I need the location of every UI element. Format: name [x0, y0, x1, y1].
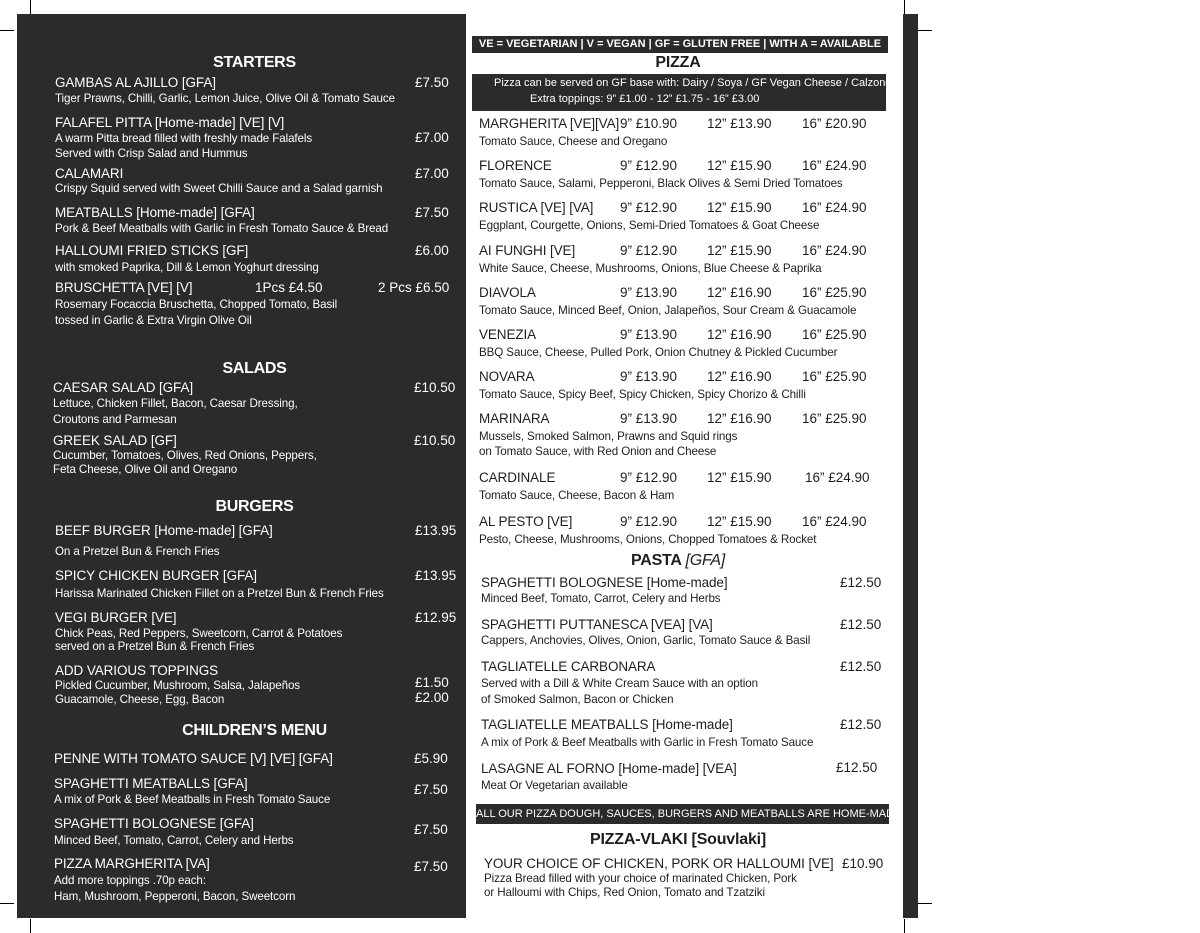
- price-9-inch: 9” £13.90: [620, 411, 678, 426]
- item-price: £10.50: [414, 433, 456, 448]
- item-name: GREEK SALAD [GF]: [53, 433, 177, 448]
- item-name: CARDINALE: [479, 470, 556, 485]
- item-name: CAESAR SALAD [GFA]: [53, 380, 193, 395]
- price-16-inch: 16” £24.90: [802, 158, 867, 173]
- item-price: £7.00: [415, 166, 449, 181]
- item-desc: Guacamole, Cheese, Egg, Bacon: [55, 693, 225, 706]
- price-9-inch: 9” £12.90: [620, 514, 678, 529]
- price-16-inch: 16” £25.90: [802, 411, 867, 426]
- item-desc: tossed in Garlic & Extra Virgin Olive Oil: [55, 314, 252, 327]
- item-price: £10.50: [414, 380, 456, 395]
- item-name: VENEZIA: [479, 327, 537, 342]
- item-price: £6.00: [415, 243, 449, 258]
- item-name: MARGHERITA [VE][VA]: [479, 116, 620, 131]
- item-desc: A warm Pitta bread filled with freshly made Falafels: [55, 132, 313, 145]
- price-16-inch: 16” £25.90: [802, 369, 867, 384]
- item-name: YOUR CHOICE OF CHICKEN, PORK OR HALLOUMI [VE]: [484, 856, 834, 871]
- item-name: FALAFEL PITTA [Home-made] [VE] [V]: [55, 115, 285, 130]
- price-12-inch: 12” £16.90: [707, 327, 772, 342]
- price-9-inch: 9” £12.90: [620, 158, 678, 173]
- item-desc: White Sauce, Cheese, Mushrooms, Onions, Blue Cheese & Paprika: [479, 262, 822, 275]
- starters-heading: STARTERS: [213, 54, 296, 71]
- item-desc: Lettuce, Chicken Fillet, Bacon, Caesar Dressing,: [53, 397, 298, 410]
- item-name: SPAGHETTI BOLOGNESE [Home-made]: [481, 575, 728, 590]
- price-16-inch: 16” £24.90: [802, 200, 867, 215]
- item-price: £12.50: [840, 575, 882, 590]
- item-price: £13.95: [415, 523, 457, 538]
- item-desc: BBQ Sauce, Cheese, Pulled Pork, Onion Chutney & Pickled Cucumber: [479, 346, 838, 359]
- item-desc: Tomato Sauce, Salami, Pepperoni, Black Olives & Semi Dried Tomatoes: [479, 177, 843, 190]
- price-12-inch: 12” £16.90: [707, 369, 772, 384]
- item-name: PENNE WITH TOMATO SAUCE [V] [VE] [GFA]: [54, 751, 333, 766]
- price-9-inch: 9” £10.90: [620, 116, 678, 131]
- item-desc: Eggplant, Courgette, Onions, Semi-Dried Tomatoes & Goat Cheese: [479, 219, 820, 232]
- item-name: SPAGHETTI PUTTANESCA [VEA] [VA]: [481, 617, 713, 632]
- price-12-inch: 12” £15.90: [707, 158, 772, 173]
- item-desc: Ham, Mushroom, Pepperoni, Bacon, Sweetcorn: [54, 890, 296, 903]
- item-desc: A mix of Pork & Beef Meatballs with Garlic in Fresh Tomato Sauce: [481, 736, 814, 749]
- item-desc: Mussels, Smoked Salmon, Prawns and Squid rings: [479, 430, 738, 443]
- item-price-large: 2 Pcs £6.50: [378, 280, 450, 295]
- item-desc: Minced Beef, Tomato, Carrot, Celery and Herbs: [481, 592, 721, 605]
- item-name: ADD VARIOUS TOPPINGS: [55, 663, 219, 678]
- price-16-inch: 16” £25.90: [802, 327, 867, 342]
- item-name: TAGLIATELLE CARBONARA: [481, 659, 656, 674]
- item-desc: Chick Peas, Red Peppers, Sweetcorn, Carrot & Potatoes: [55, 627, 343, 640]
- item-desc: Served with a Dill & White Cream Sauce with an option: [481, 677, 758, 690]
- item-name: BEEF BURGER [Home-made] [GFA]: [55, 523, 273, 538]
- item-desc: Feta Cheese, Olive Oil and Oregano: [53, 463, 238, 476]
- item-price-small: 1Pcs £4.50: [255, 280, 323, 295]
- right-edge-strip: [903, 14, 918, 918]
- item-name: SPAGHETTI BOLOGNESE [GFA]: [54, 816, 254, 831]
- item-price: £12.50: [840, 617, 882, 632]
- item-name: FLORENCE: [479, 158, 552, 173]
- item-name: CALAMARI: [55, 166, 124, 181]
- crop-mark: [918, 903, 932, 904]
- pizza-extra-toppings: Extra toppings: 9” £1.00 - 12” £1.75 - 16” £3.00: [530, 93, 760, 105]
- price-12-inch: 12” £16.90: [707, 411, 772, 426]
- item-price: £7.50: [415, 75, 449, 90]
- price-16-inch: 16” £20.90: [802, 116, 867, 131]
- item-desc: Tomato Sauce, Minced Beef, Onion, Jalapeños, Sour Cream & Guacamole: [479, 304, 857, 317]
- item-desc: Tomato Sauce, Spicy Beef, Spicy Chicken, Spicy Chorizo & Chilli: [479, 388, 806, 401]
- item-name: NOVARA: [479, 369, 535, 384]
- price-12-inch: 12” £13.90: [707, 116, 772, 131]
- item-desc: Tomato Sauce, Cheese and Oregano: [479, 135, 668, 148]
- item-desc: Tomato Sauce, Cheese, Bacon & Ham: [479, 489, 675, 502]
- crop-mark: [0, 30, 14, 31]
- price-12-inch: 12” £15.90: [707, 243, 772, 258]
- item-desc: Meat Or Vegetarian available: [481, 779, 628, 792]
- item-desc: Pizza Bread filled with your choice of marinated Chicken, Pork: [484, 872, 797, 885]
- item-name: RUSTICA [VE] [VA]: [479, 200, 594, 215]
- item-name: MARINARA: [479, 411, 550, 426]
- item-name: MEATBALLS [Home-made] [GFA]: [55, 205, 255, 220]
- price-9-inch: 9” £13.90: [620, 285, 678, 300]
- item-price: £12.50: [836, 760, 878, 775]
- item-desc: A mix of Pork & Beef Meatballs in Fresh Tomato Sauce: [54, 793, 331, 806]
- item-desc: Add more toppings .70p each:: [54, 874, 206, 887]
- item-name: AL PESTO [VE]: [479, 514, 573, 529]
- item-desc: or Halloumi with Chips, Red Onion, Tomato and Tzatziki: [484, 886, 765, 899]
- item-name: HALLOUMI FRIED STICKS [GF]: [55, 243, 249, 258]
- item-price: £13.95: [415, 568, 457, 583]
- item-desc: Served with Crisp Salad and Hummus: [55, 147, 248, 160]
- item-desc: Pesto, Cheese, Mushrooms, Onions, Chopped Tomatoes & Rocket: [479, 533, 817, 546]
- crop-mark: [904, 0, 905, 14]
- crop-mark: [30, 919, 31, 933]
- item-desc: Cappers, Anchovies, Olives, Onion, Garlic, Tomato Sauce & Basil: [481, 634, 811, 647]
- item-desc: Pork & Beef Meatballs with Garlic in Fresh Tomato Sauce & Bread: [55, 222, 389, 235]
- item-desc: served on a Pretzel Bun & French Fries: [55, 640, 255, 653]
- item-desc: Cucumber, Tomatoes, Olives, Red Onions, Peppers,: [53, 449, 317, 462]
- item-price: £10.90: [842, 856, 884, 871]
- item-name: AI FUNGHI [VE]: [479, 243, 576, 258]
- item-desc: Minced Beef, Tomato, Carrot, Celery and Herbs: [54, 834, 294, 847]
- price-12-inch: 12” £16.90: [707, 285, 772, 300]
- pizza-heading: PIZZA: [655, 54, 701, 71]
- price-9-inch: 9” £12.90: [620, 470, 678, 485]
- price-12-inch: 12” £15.90: [707, 200, 772, 215]
- item-price: £7.50: [415, 205, 449, 220]
- item-desc: Harissa Marinated Chicken Fillet on a Pretzel Bun & French Fries: [55, 587, 384, 600]
- pasta-title: PASTA: [630, 552, 682, 569]
- item-price: £7.50: [414, 859, 448, 874]
- price-12-inch: 12” £15.90: [707, 470, 772, 485]
- price-16-inch: 16” £25.90: [802, 285, 867, 300]
- item-name: PIZZA MARGHERITA [VA]: [54, 856, 210, 871]
- pasta-gfa-tag: [GFA]: [685, 552, 726, 569]
- item-price: £1.50: [415, 675, 449, 690]
- price-16-inch: 16” £24.90: [805, 470, 870, 485]
- item-price: £7.00: [415, 130, 449, 145]
- item-price: £12.95: [415, 610, 457, 625]
- item-price: £5.90: [414, 751, 448, 766]
- item-price: £7.50: [414, 822, 448, 837]
- item-desc: on Tomato Sauce, with Red Onion and Cheese: [479, 445, 717, 458]
- item-name: DIAVOLA: [479, 285, 536, 300]
- item-name: TAGLIATELLE MEATBALLS [Home-made]: [481, 717, 733, 732]
- crop-mark: [0, 903, 14, 904]
- crop-mark: [918, 30, 932, 31]
- item-name: VEGI BURGER [VE]: [55, 610, 177, 625]
- item-name: SPAGHETTI MEATBALLS [GFA]: [54, 776, 248, 791]
- item-name: LASAGNE AL FORNO [Home-made] [VEA]: [481, 761, 737, 776]
- pasta-heading: [470, 552, 886, 570]
- item-name: GAMBAS AL AJILLO [GFA]: [55, 75, 216, 90]
- crop-mark: [30, 0, 31, 14]
- pizza-gf-note: Pizza can be served on GF base with: Dairy / Soya / GF Vegan Cheese / Calzone: [494, 77, 892, 89]
- dietary-legend-banner: VE = VEGETARIAN | V = VEGAN | GF = GLUTEN FREE | WITH A = AVAILABLE: [472, 36, 888, 53]
- item-desc: Rosemary Focaccia Bruschetta, Chopped Tomato, Basil: [55, 298, 338, 311]
- price-9-inch: 9” £12.90: [620, 200, 678, 215]
- souvlaki-heading: PIZZA-VLAKI [Souvlaki]: [589, 831, 767, 848]
- left-menu-panel: [17, 14, 466, 918]
- item-desc: Tiger Prawns, Chilli, Garlic, Lemon Juice, Olive Oil & Tomato Sauce: [55, 92, 395, 105]
- price-9-inch: 9” £12.90: [620, 243, 678, 258]
- item-price: £12.50: [840, 659, 882, 674]
- homemade-banner: ALL OUR PIZZA DOUGH, SAUCES, BURGERS AND MEATBALLS ARE HOME-MADE: [476, 804, 889, 824]
- price-9-inch: 9” £13.90: [620, 369, 678, 384]
- item-name: SPICY CHICKEN BURGER [GFA]: [55, 568, 257, 583]
- item-desc: Pickled Cucumber, Mushroom, Salsa, Jalapeños: [55, 679, 300, 692]
- item-price: £12.50: [840, 717, 882, 732]
- childrens-menu-heading: CHILDREN’S MENU: [182, 722, 327, 739]
- pizza-info-banner: [472, 74, 892, 111]
- item-desc: Croutons and Parmesan: [53, 413, 177, 426]
- price-16-inch: 16” £24.90: [802, 514, 867, 529]
- item-price: £7.50: [414, 782, 448, 797]
- price-12-inch: 12” £15.90: [707, 514, 772, 529]
- item-desc: with smoked Paprika, Dill & Lemon Yoghurt dressing: [55, 261, 319, 274]
- salads-heading: SALADS: [222, 360, 287, 377]
- burgers-heading: BURGERS: [215, 498, 294, 515]
- item-desc: On a Pretzel Bun & French Fries: [55, 545, 220, 558]
- item-price: £2.00: [415, 690, 449, 705]
- price-9-inch: 9” £13.90: [620, 327, 678, 342]
- crop-mark: [904, 919, 905, 933]
- price-16-inch: 16” £24.90: [802, 243, 867, 258]
- item-desc: of Smoked Salmon, Bacon or Chicken: [481, 693, 674, 706]
- item-name: BRUSCHETTA [VE] [V]: [55, 280, 193, 295]
- item-desc: Crispy Squid served with Sweet Chilli Sauce and a Salad garnish: [55, 182, 383, 195]
